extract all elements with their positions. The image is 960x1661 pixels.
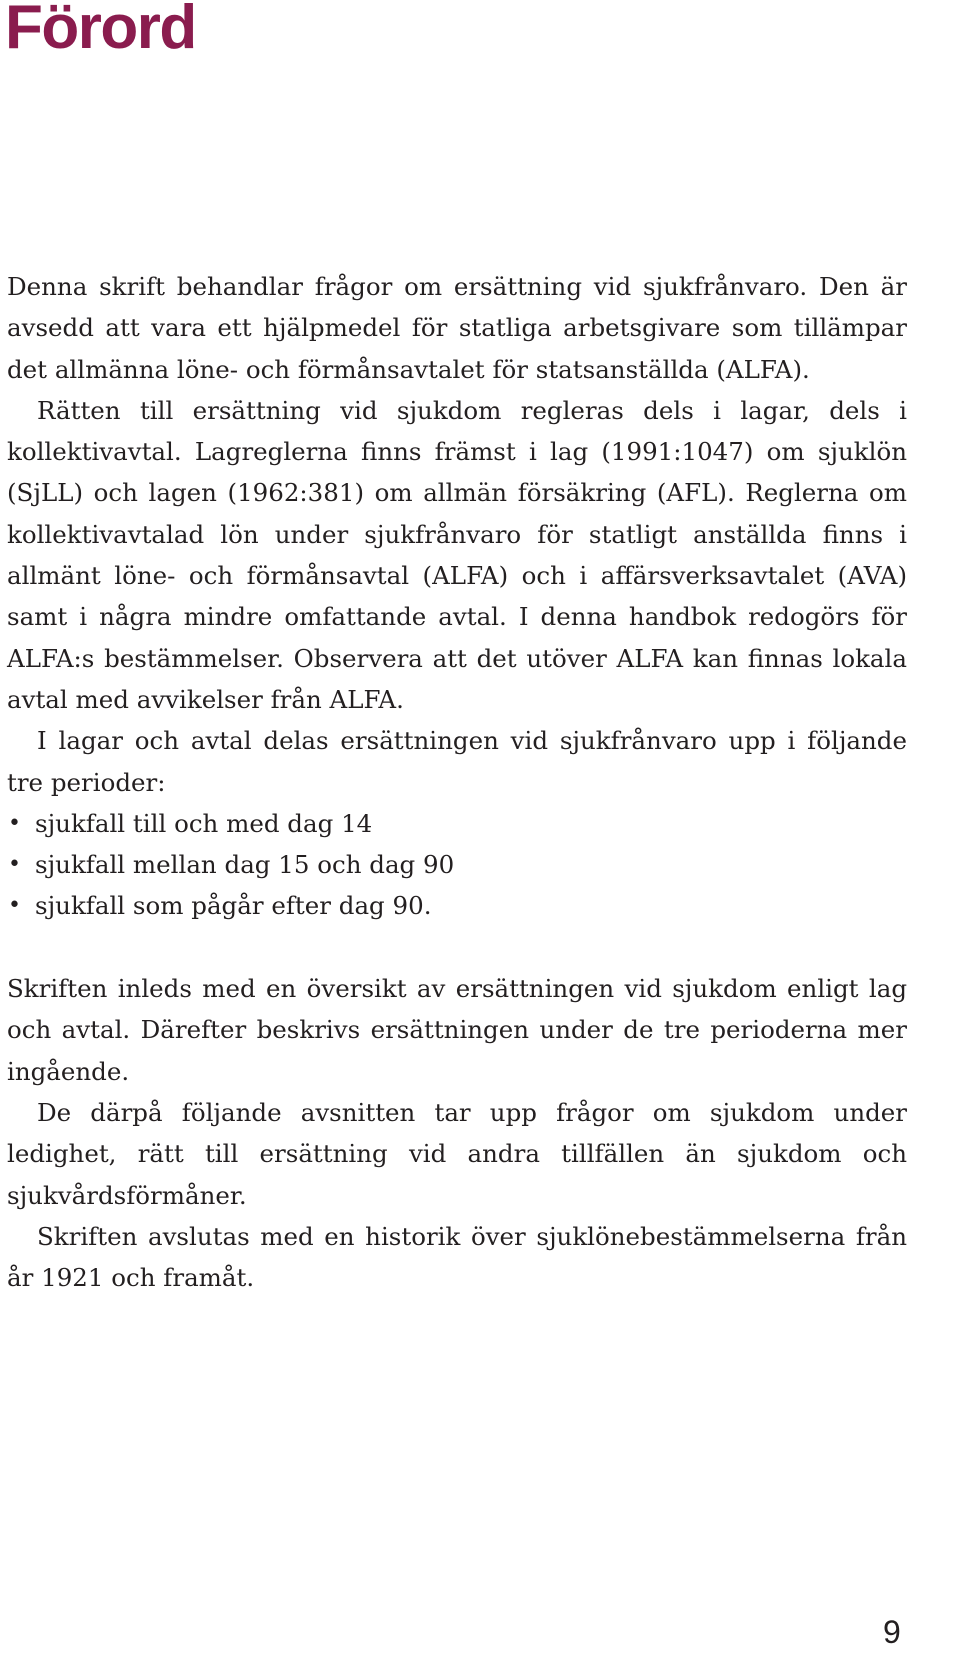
bullet-icon: •: [8, 810, 21, 836]
paragraph-rules: Rätten till ersättning vid sjukdom regleras dels i lagar, dels i kollektivavtal. Lagreglerna finns främst i lag (1991:1047) om sjuklön (SjLL) och lagen (1962:381) om allmän försäkring (AFL). Reglerna om kollektivavtalad lön under sjukfrånvaro för statligt anställda finns i allmänt löne- och förmånsavtal (ALFA) och i affärsverksavtalet (AVA) samt i några mindre omfattande avtal. I denna handbok redogörs för ALFA:s bestämmelser. Observera att det utöver ALFA kan finnas lokala avtal med avvikelser från ALFA.: [7, 395, 907, 714]
paragraph-periods: I lagar och avtal delas ersättningen vid sjukfrånvaro upp i följande tre perioder:: [7, 726, 907, 797]
list-item-text: sjukfall som pågår efter dag 90.: [35, 891, 432, 921]
list-item-text: sjukfall mellan dag 15 och dag 90: [35, 850, 455, 880]
list-item: [7, 803, 907, 844]
list-item: [7, 885, 907, 926]
page-number: 9: [883, 1614, 901, 1650]
paragraph-history: Skriften avslutas med en historik över sjuklönebestämmelserna från år 1921 och framåt.: [7, 1221, 907, 1293]
periods-list: [7, 803, 907, 927]
list-item-text: sjukfall till och med dag 14: [35, 808, 373, 838]
paragraph-sections: De därpå följande avsnitten tar upp frågor om sjukdom under ledighet, rätt till ersättning vid andra tillfällen än sjukdom och sjukvårdsförmåner.: [7, 1097, 907, 1210]
page-title: Förord: [5, 0, 196, 62]
bullet-icon: •: [8, 852, 21, 878]
paragraph-overview: Skriften inleds med en översikt av ersättningen vid sjukdom enligt lag och avtal. Därefter beskrivs ersättningen under de tre perioderna mer ingående.: [7, 974, 907, 1086]
body-text: [7, 266, 907, 1298]
list-item: [7, 844, 907, 885]
bullet-icon: •: [8, 893, 21, 919]
paragraph-intro: Denna skrift behandlar frågor om ersättning vid sjukfrånvaro. Den är avsedd att vara ett hjälpmedel för statliga arbetsgivare som tillämpar det allmänna löne- och förmånsavtalet för statsanställda (ALFA).: [7, 272, 907, 384]
